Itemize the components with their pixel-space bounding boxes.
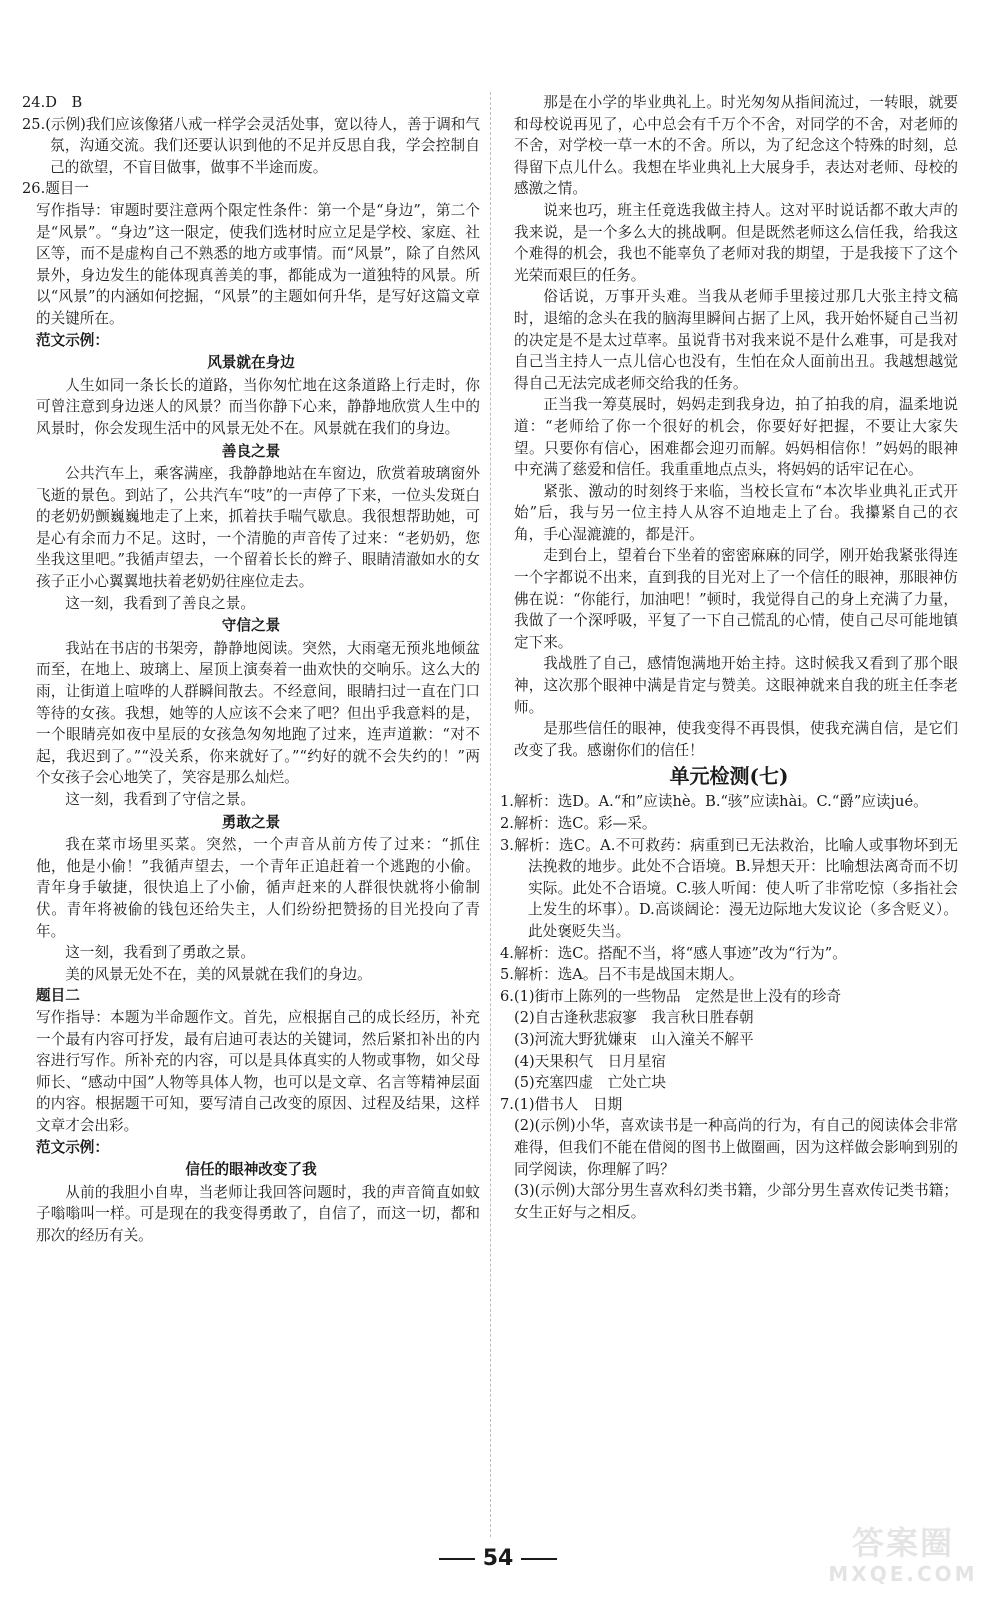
right-paragraph: 4.解析：选C。搭配不当，将“感人事迹”改为“行为”。 [500, 944, 847, 962]
column-divider [490, 92, 491, 1537]
left-paragraph: 勇敢之景 [221, 813, 281, 831]
page-number: 54 [482, 1546, 514, 1571]
left-paragraph: 写作指导：审题时要注意两个限定性条件：第一个是“身边”，第二个是“风景”。“身边”这一限定，使我们选材时应立足是学校、家庭、社区等，而不是虚构自己不熟悉的地方或事情。而“风景”，除了自然风景外，身边发生的能体现真善美的事，都能成为一道独特的风景。所以“风景”的内涵如何挖掘，“风景”的主题如何升华，是写好这篇文章的关键所在。 [36, 201, 480, 327]
left-paragraph: 美的风景无处不在，美的风景就在我们的身边。 [65, 965, 372, 983]
left-paragraph: 范文示例： [36, 1138, 109, 1156]
right-paragraph: 我战胜了自己，感情饱满地开始主持。这时候我又看到了那个眼神，这次那个眼神中满是肯定与赞美。这眼神就来自我的班主任李老师。 [514, 655, 958, 716]
left-paragraph: 这一刻，我看到了勇敢之景。 [65, 944, 255, 962]
left-paragraph: 这一刻，我看到了善良之景。 [65, 594, 255, 612]
watermark-bottom-text: MXQE.COM [828, 1562, 978, 1586]
left-paragraph: 从前的我胆小自卑，当老师让我回答问题时，我的声音简直如蚊子嗡嗡叫一样。可是现在的我变得勇敢了，自信了，而这一切，都和那次的经历有关。 [36, 1183, 480, 1244]
right-paragraph: 走到台上，望着台下坐着的密密麻麻的同学，刚开始我紧张得连一个字都说不出来，直到我的目光对上了一个信任的眼神，那眼神仿佛在说：“你能行，加油吧！”顿时，我觉得自己的身上充满了力量，我做了一个深呼吸，平复了一下自己慌乱的心情，使自己尽可能地镇定下来。 [514, 547, 958, 651]
right-paragraph: 说来也巧，班主任竟选我做主持人。这对平时说话都不敢大声的我来说，是一个多么大的挑战啊。但是既然老师这么信任我，给我这个难得的机会，我也不能辜负了老师对我的期望，于是我接下了这个光荣而艰巨的任务。 [514, 201, 958, 284]
left-paragraph: 26.题目一 [22, 180, 89, 198]
right-paragraph: (3)(示例)大部分男生喜欢科幻类书籍，少部分男生喜欢传记类书籍；女生正好与之相反。 [514, 1182, 958, 1221]
right-paragraph: 俗话说，万事开头难。当我从老师手里接过那几大张主持文稿时，退缩的念头在我的脑海里瞬间占据了上风，我开始怀疑自己当初的决定是不是太过草率。虽说背书对我来说不是什么难事，可是我对自己当主持人一点儿信心也没有，生怕在众人面前出丑。我越想越觉得自己无法完成老师交给我的任务。 [514, 288, 958, 392]
right-column [500, 92, 958, 1223]
right-paragraph: 2.解析：选C。彩—采。 [500, 815, 657, 832]
right-paragraph: 1.解析：选D。A.“和”应读hè。B.“骇”应读hài。C.“爵”应读jué。 [500, 793, 928, 811]
left-paragraph: 范文示例： [36, 331, 109, 349]
left-column [22, 92, 480, 1246]
left-paragraph: 守信之景 [221, 617, 281, 635]
left-paragraph: 人生如同一条长长的道路，当你匆忙地在这条道路上行走时，你可曾注意到身边迷人的风景？而当你静下心来，静静地欣赏人生中的风景时，你会发现生活中的风景无处不在。风景就在我们的身边。 [36, 376, 480, 437]
page-body [22, 92, 976, 1532]
right-paragraph: 5.解析：选A。吕不韦是战国末期人。 [500, 966, 744, 984]
footer-dash-left [439, 1558, 475, 1560]
left-paragraph: 风景就在身边 [207, 354, 295, 372]
left-paragraph: 题目二 [36, 987, 80, 1005]
right-paragraph: 3.解析：选C。A.不可救药：病重到已无法救治，比喻人或事物坏到无法挽救的地步。此处不合语境。B.异想天开：比喻想法离奇而不切实际。此处不合语境。C.骇人听闻：使人听了非常吃惊（多指社会上发生的坏事）。D.高谈阔论：漫无边际地大发议论（多含贬义）。此处褒贬失当。 [500, 836, 958, 940]
left-paragraph: 信任的眼神改变了我 [185, 1161, 317, 1179]
right-paragraph: 正当我一筹莫展时，妈妈走到我身边，拍了拍我的肩，温柔地说道：“老师给了你一个很好的机会，你要好好把握，不要让大家失望。只要你有信心，困难都会迎刃而解。妈妈相信你！”妈妈的眼神中充满了慈爱和信任。我重重地点点头，将妈妈的话牢记在心。 [514, 396, 958, 479]
right-paragraph: 紧张、激动的时刻终于来临，当校长宣布“本次毕业典礼正式开始”后，我与另一位主持人从容不迫地走上了台。我攥紧自己的衣角，手心湿漉漉的，都是汗。 [514, 482, 958, 543]
right-paragraph: 是那些信任的眼神，使我变得不再畏惧，使我充满自信，是它们改变了我。感谢你们的信任！ [514, 720, 958, 759]
left-paragraph: 24.D B [22, 94, 83, 111]
left-paragraph: 我在菜市场里买菜。突然，一个声音从前方传了过来：“抓住他，他是小偷！”我循声望去，一个青年正追赶着一个逃跑的小偷。青年身手敏捷，很快追上了小偷，循声赶来的人群很快就将小偷制伏。青年将被偷的钱包还给失主，人们纷纷把赞扬的目光投向了青年。 [36, 836, 480, 940]
right-paragraph: (3)河流大野犹嫌束 山入潼关不解平 [514, 1030, 754, 1048]
right-paragraph: (4)天果积气 日月星宿 [514, 1052, 667, 1070]
left-paragraph: 25.(示例)我们应该像猪八戒一样学会灵活处事，宽以待人，善于调和气氛，沟通交流。我们还要认识到他的不足并反思自我，学会控制自己的欲望，不盲目做事，做事不半途而废。 [22, 115, 480, 176]
watermark-logo [828, 1524, 978, 1590]
left-paragraph: 写作指导：本题为半命题作文。首先，应根据自己的成长经历，补充一个最有内容可抒发，最有启迪可表达的关键词，然后紧扣补出的内容进行写作。所补充的内容，可以是具体真实的人物或事物，如父母师长、“感动中国”人物等具体人物，也可以是文章、名言等精神层面的内容。根据题干可知，要写清自己改变的原因、过程及结果，这样文章才会出彩。 [36, 1008, 480, 1134]
right-paragraph: 那是在小学的毕业典礼上。时光匆匆从指间流过，一转眼，就要和母校说再见了，心中总会有千万个不舍，对同学的不舍，对老师的不舍，对学校一草一木的不舍。所以，为了纪念这个特殊的时刻，总得留下点儿什么。我想在毕业典礼上大展身手，表达对老师、母校的感激之情。 [514, 94, 958, 198]
footer-dash-right [521, 1558, 557, 1560]
right-paragraph: 单元检测(七) [669, 764, 789, 789]
right-paragraph: 6.(1)街市上陈列的一些物品 定然是世上没有的珍奇 [500, 987, 842, 1005]
watermark-top-text: 答案圈 [851, 1524, 954, 1562]
left-paragraph: 这一刻，我看到了守信之景。 [65, 791, 255, 808]
right-paragraph: 7.(1)借书人 日期 [500, 1095, 623, 1113]
right-paragraph: (2)(示例)小华，喜欢读书是一种高尚的行为，有自己的阅读体会非常难得，但我们不能在借阅的图书上做圈画，因为这样做会影响到别的同学阅读，你理解了吗？ [514, 1117, 958, 1178]
left-paragraph: 我站在书店的书架旁，静静地阅读。突然，大雨毫无预兆地倾盆而至，在地上、玻璃上、屋顶上演奏着一曲欢快的交响乐。这么大的雨，让街道上喧哗的人群瞬间散去。不经意间，眼睛扫过一直在门口等待的女孩。我想，她等的人应该不会来了吧？但出乎我意料的是，一个眼睛亮如夜中星辰的女孩急匆匆地跑了过来，连声道歉：“对不起，我迟到了。”“没关系，你来就好了。”“约好的就不会失约的！”两个女孩子会心地笑了，笑容是那么灿烂。 [36, 639, 480, 787]
left-paragraph: 善良之景 [221, 442, 281, 460]
right-paragraph: (2)自古逢秋悲寂寥 我言秋日胜春朝 [514, 1009, 754, 1027]
right-paragraph: (5)充塞四虚 亡处亡块 [514, 1074, 667, 1092]
left-paragraph: 公共汽车上，乘客满座，我静静地站在车窗边，欣赏着玻璃窗外飞逝的景色。到站了，公共汽车“吱”的一声停了下来，一位头发斑白的老奶奶颤巍巍地走了上来，抓着扶手喘气歇息。我很想帮助她，可是心有余而力不足。这时，一个清脆的声音传了过来：“老奶奶，您坐我这里吧。”我循声望去，一个留着长长的辫子、眼睛清澈如水的女孩子正小心翼翼地扶着老奶奶往座位走去。 [36, 465, 480, 591]
